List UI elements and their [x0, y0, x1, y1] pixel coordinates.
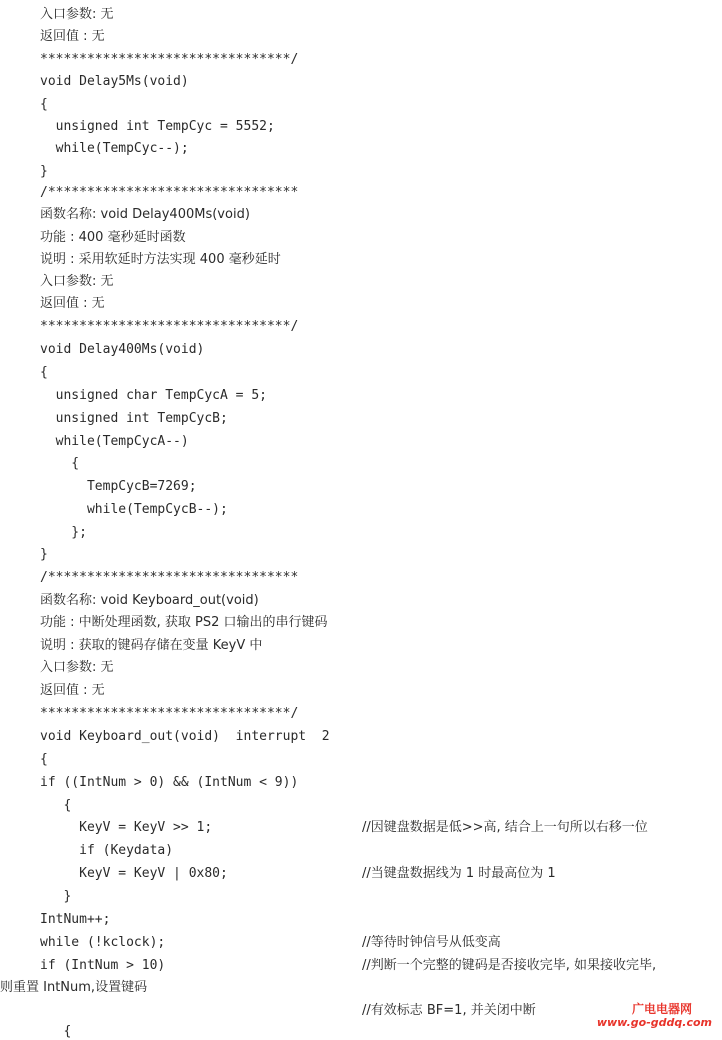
code-line: if (IntNum > 10)	[40, 958, 166, 973]
code-line: 函数名称: void Delay400Ms(void)	[40, 207, 250, 222]
code-line: unsigned int TempCycB;	[40, 411, 228, 426]
code-line: ********************************/	[40, 706, 299, 721]
code-line: /********************************	[40, 570, 299, 585]
code-comment: //等待时钟信号从低变高	[362, 935, 501, 950]
code-line: KeyV = KeyV | 0x80;	[40, 866, 228, 881]
code-line: 返回值 : 无	[40, 29, 105, 44]
code-line: 入口参数: 无	[40, 7, 114, 22]
code-line: {	[40, 752, 48, 767]
code-line: 说明 : 获取的键码存储在变量 KeyV 中	[40, 638, 263, 653]
code-line: 入口参数: 无	[40, 274, 114, 289]
code-line: unsigned int TempCyc = 5552;	[40, 119, 275, 134]
code-line: {	[40, 456, 80, 471]
code-line: while (!kclock);	[40, 935, 166, 950]
watermark-url: www.go-gddq.com	[596, 1016, 712, 1029]
watermark-logo	[596, 1000, 712, 1034]
code-line: 返回值 : 无	[40, 683, 105, 698]
code-line: void Delay400Ms(void)	[40, 342, 205, 357]
code-line: if ((IntNum > 0) && (IntNum < 9))	[40, 775, 299, 790]
code-line: 返回值 : 无	[40, 296, 105, 311]
code-line: 功能 : 400 毫秒延时函数	[40, 230, 186, 245]
code-comment: //因键盘数据是低>>高, 结合上一句所以右移一位	[362, 820, 648, 835]
code-line: 说明 : 采用软延时方法实现 400 毫秒延时	[40, 252, 281, 267]
code-line: {	[40, 365, 48, 380]
code-line: {	[40, 1024, 72, 1039]
code-line: void Keyboard_out(void) interrupt 2	[40, 729, 330, 744]
code-line: 功能 : 中断处理函数, 获取 PS2 口输出的串行键码	[40, 615, 328, 630]
code-line: 函数名称: void Keyboard_out(void)	[40, 593, 259, 608]
code-line: while(TempCyc--);	[40, 141, 189, 156]
code-line: IntNum++;	[40, 912, 111, 927]
watermark-title: 广电电器网	[631, 1002, 692, 1016]
code-line: if (Keydata)	[40, 843, 174, 858]
code-line: void Delay5Ms(void)	[40, 74, 189, 89]
code-comment: //判断一个完整的键码是否接收完毕, 如果接收完毕,	[362, 958, 657, 973]
code-line: }	[40, 164, 48, 179]
code-line: 则重置 IntNum,设置键码	[0, 980, 148, 995]
code-line: unsigned char TempCycA = 5;	[40, 388, 267, 403]
code-line: {	[40, 798, 72, 813]
code-line: 入口参数: 无	[40, 660, 114, 675]
code-line: }	[40, 547, 48, 562]
code-line: }	[40, 889, 72, 904]
code-line: /********************************	[40, 185, 299, 200]
code-line: ********************************/	[40, 319, 299, 334]
code-line: KeyV = KeyV >> 1;	[40, 820, 213, 835]
code-line: while(TempCycA--)	[40, 434, 189, 449]
code-line: while(TempCycB--);	[40, 502, 228, 517]
code-line: ********************************/	[40, 52, 299, 67]
code-comment: //有效标志 BF=1, 并关闭中断	[362, 1003, 536, 1018]
code-line: };	[40, 525, 87, 540]
code-line: {	[40, 97, 48, 112]
code-line: TempCycB=7269;	[40, 479, 197, 494]
code-comment: //当键盘数据线为 1 时最高位为 1	[362, 866, 556, 881]
